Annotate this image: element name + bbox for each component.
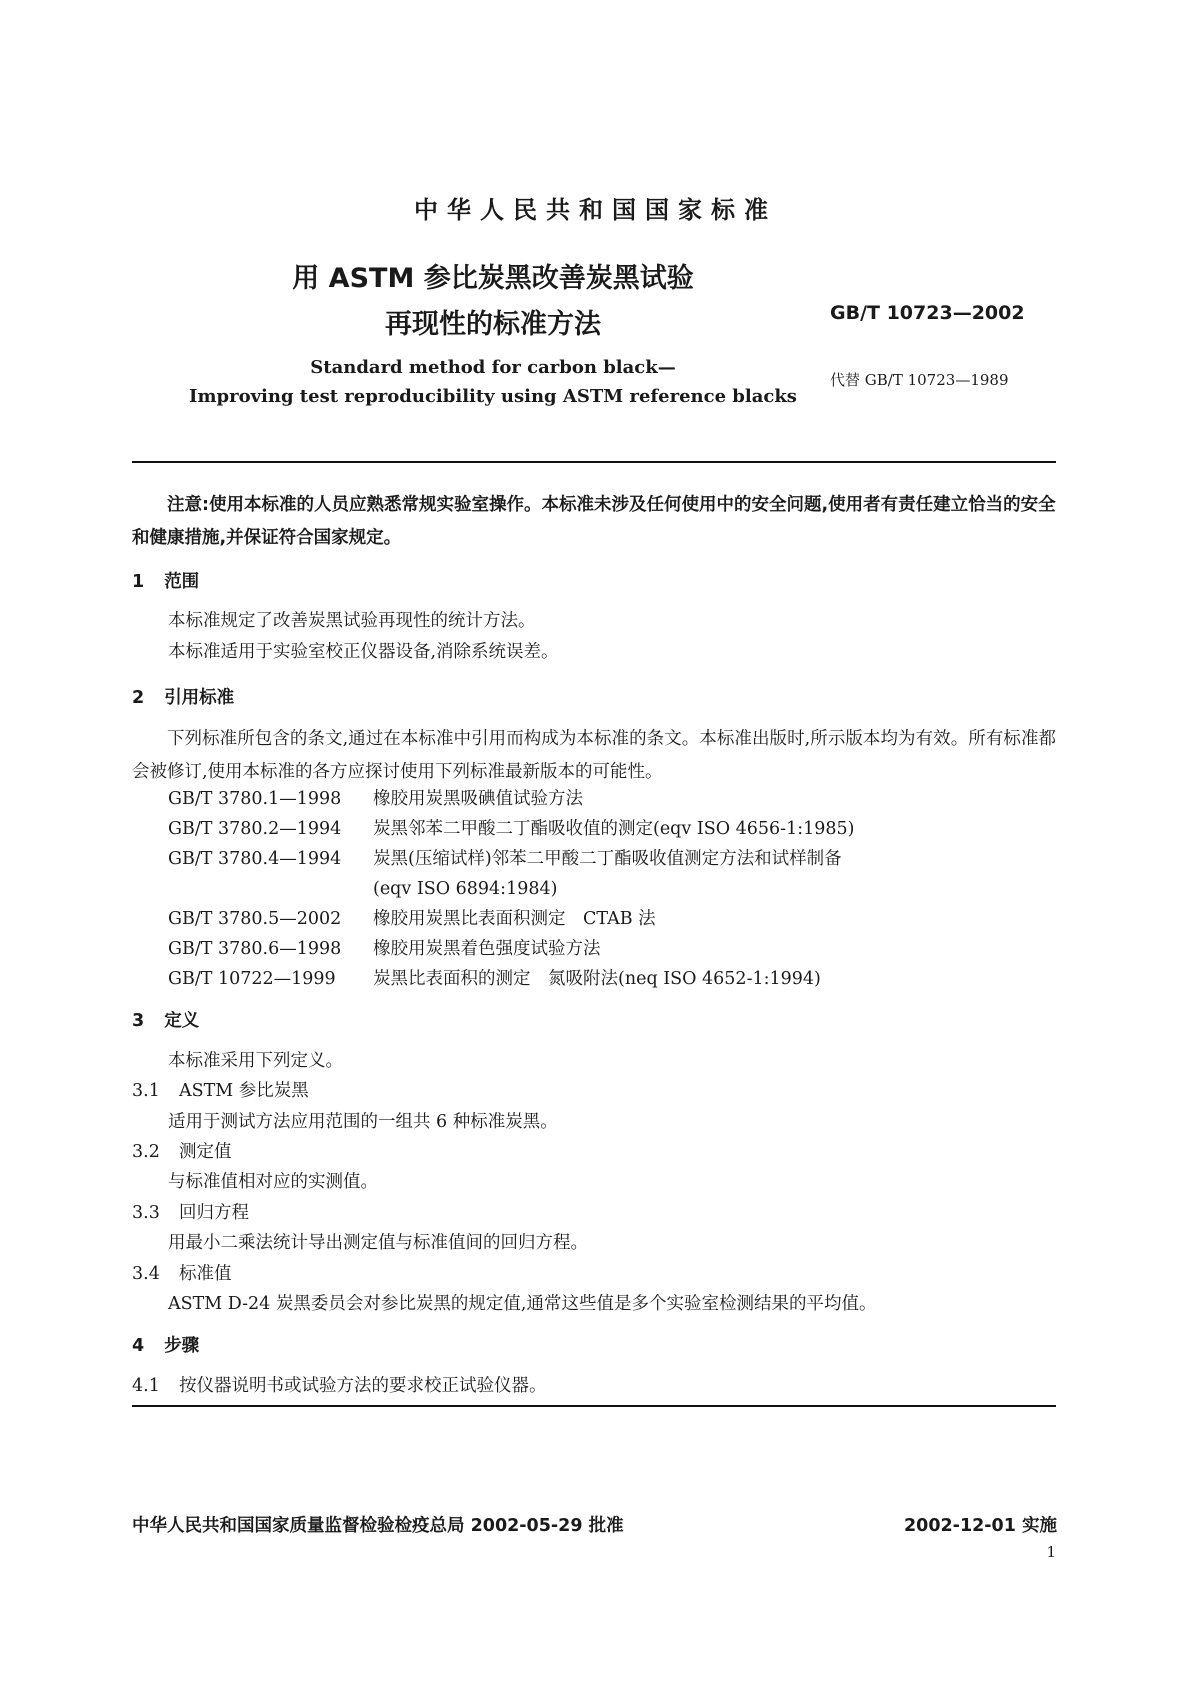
national-standard-header: 中华人民共和国国家标准 [414, 196, 777, 224]
scope-paragraph-1: 本标准规定了改善炭黑试验再现性的统计方法。 [168, 611, 536, 631]
title-cn-line2: 再现性的标准方法 [385, 309, 601, 340]
reference-code: GB/T 3780.5—2002 [168, 909, 342, 929]
definition-number: 3.3 [132, 1203, 160, 1223]
term-name: 测定值 [179, 1142, 232, 1162]
definition-term [132, 1076, 309, 1106]
definition-number: 3.1 [132, 1081, 160, 1101]
section-title: 引用标准 [164, 688, 235, 708]
reference-title: 橡胶用炭黑比表面积测定 CTAB 法 [373, 909, 656, 929]
section-number: 2 [132, 688, 145, 708]
footer-divider [132, 1405, 1056, 1407]
definition-term [132, 1137, 232, 1167]
reference-item [168, 814, 855, 844]
references-intro: 下列标准所包含的条文,通过在本标准中引用而构成为本标准的条文。本标准出版时,所示版本均为有效。所有标准都会被修订,使用本标准的各方应探讨使用下列标准最新版本的可能性。 [132, 729, 1056, 782]
reference-code: GB/T 10722—1999 [168, 969, 336, 989]
title-divider [132, 461, 1056, 463]
definition-term [132, 1259, 232, 1289]
step-number: 4.1 [132, 1376, 160, 1396]
section-1-heading [132, 568, 199, 593]
reference-code: GB/T 3780.6—1998 [168, 939, 342, 959]
section-number: 4 [132, 1336, 145, 1356]
reference-title: 炭黑邻苯二甲酸二丁酯吸收值的测定(eqv ISO 4656-1:1985) [373, 819, 855, 839]
definition-number: 3.4 [132, 1264, 160, 1284]
reference-item [168, 934, 601, 964]
definitions-intro: 本标准采用下列定义。 [168, 1051, 343, 1071]
term-name: ASTM 参比炭黑 [179, 1081, 309, 1101]
reference-title: 橡胶用炭黑吸碘值试验方法 [373, 789, 583, 809]
section-3-heading [132, 1007, 199, 1032]
section-number: 1 [132, 572, 145, 592]
page-number: 1 [1046, 1543, 1056, 1561]
reference-title: 炭黑(压缩试样)邻苯二甲酸二丁酯吸收值测定方法和试样制备 [373, 849, 842, 869]
definition-text: ASTM D-24 炭黑委员会对参比炭黑的规定值,通常这些值是多个实验室检测结果的平均值。 [168, 1294, 877, 1314]
reference-item [168, 964, 821, 994]
definition-text: 适用于测试方法应用范围的一组共 6 种标准炭黑。 [168, 1112, 558, 1132]
section-number: 3 [132, 1011, 145, 1031]
definition-text: 用最小二乘法统计导出测定值与标准值间的回归方程。 [168, 1233, 588, 1253]
reference-item [168, 844, 842, 874]
approval-line: 中华人民共和国国家质量监督检验检疫总局 2002-05-29 批准 [132, 1516, 624, 1536]
title-en-line2: Improving test reproducibility using ASTM reference blacks [189, 386, 797, 407]
reference-item [168, 904, 656, 934]
section-4-heading [132, 1332, 199, 1357]
safety-notice: 注意:使用本标准的人员应熟悉常规实验室操作。本标准未涉及任何使用中的安全问题,使用者有责任建立恰当的安全和健康措施,并保证符合国家规定。 [132, 495, 1056, 548]
reference-title: 炭黑比表面积的测定 氮吸附法(neq ISO 4652-1:1994) [373, 969, 821, 989]
section-title: 步骤 [164, 1336, 200, 1356]
term-name: 回归方程 [179, 1203, 249, 1223]
term-name: 标准值 [179, 1264, 232, 1284]
scope-paragraph-2: 本标准适用于实验室校正仪器设备,消除系统误差。 [168, 642, 559, 662]
standard-number: GB/T 10723—2002 [830, 302, 1025, 324]
title-en-line1: Standard method for carbon black— [310, 357, 676, 378]
section-2-heading [132, 684, 234, 709]
section-title: 范围 [164, 572, 200, 592]
replaces-standard: 代替 GB/T 10723—1989 [830, 371, 1009, 389]
reference-title: 橡胶用炭黑着色强度试验方法 [373, 939, 601, 959]
step-item [132, 1371, 547, 1401]
step-text: 按仪器说明书或试验方法的要求校正试验仪器。 [179, 1376, 547, 1396]
definition-number: 3.2 [132, 1142, 160, 1162]
reference-code: GB/T 3780.2—1994 [168, 819, 342, 839]
implementation-date: 2002-12-01 实施 [903, 1516, 1057, 1536]
reference-code: GB/T 3780.4—1994 [168, 849, 342, 869]
definition-text: 与标准值相对应的实测值。 [168, 1172, 378, 1192]
definition-term [132, 1198, 249, 1228]
reference-code: GB/T 3780.1—1998 [168, 789, 342, 809]
reference-item [168, 784, 583, 814]
section-title: 定义 [164, 1011, 200, 1031]
title-cn-line1: 用 ASTM 参比炭黑改善炭黑试验 [292, 263, 694, 294]
reference-title-continued: (eqv ISO 6894:1984) [373, 879, 558, 899]
